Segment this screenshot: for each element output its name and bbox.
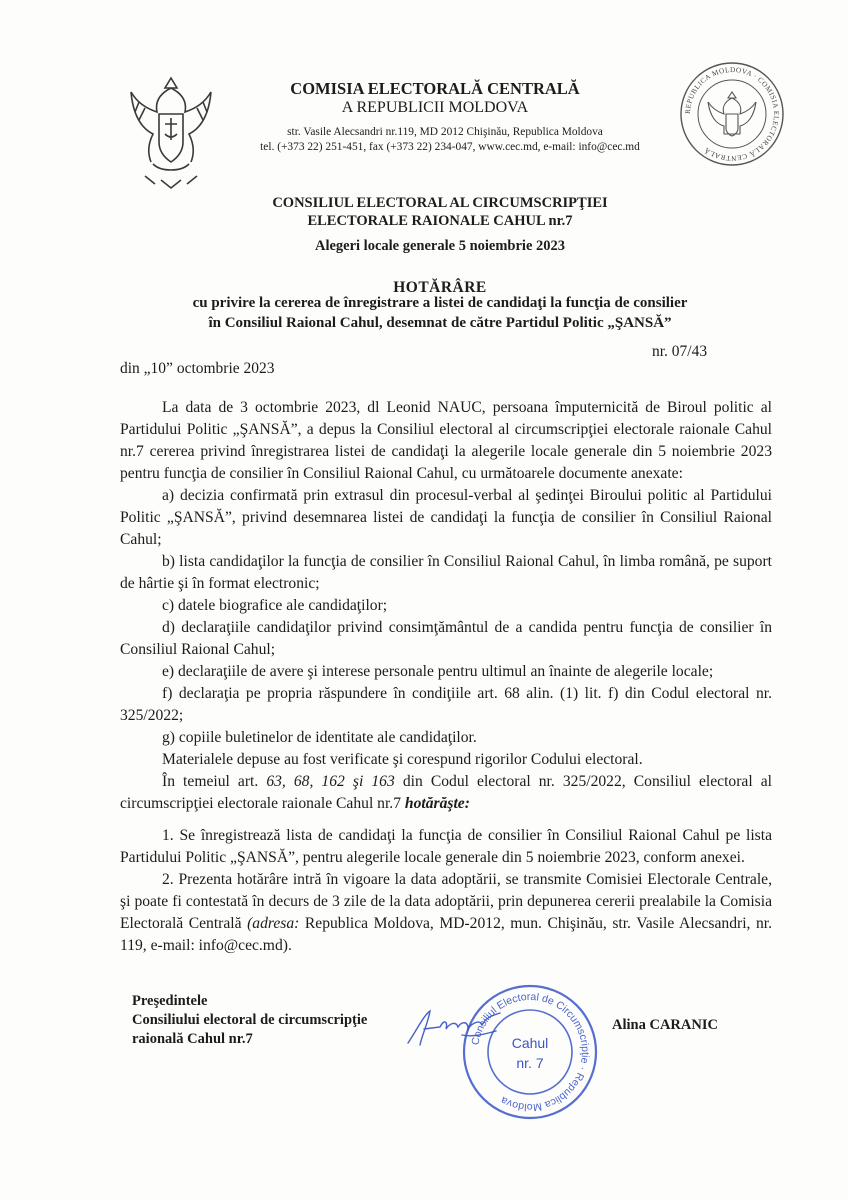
- org-contacts: tel. (+373 22) 251-451, fax (+373 22) 234-047, www.cec.md, e-mail: info@cec.md: [260, 141, 640, 153]
- verification-paragraph: Materialele depuse au fost verificate şi corespund rigorilor Codului electoral.: [162, 751, 643, 768]
- annex-item-g: g) copiile buletinelor de identitate ale candidaţilor.: [162, 729, 477, 746]
- official-stamp-icon: [460, 982, 600, 1122]
- svg-text:Consiliul Electoral de Circums: Consiliul Electoral de Circumscripţie · Republica Moldova: [469, 990, 592, 1114]
- decision-subject-line1: cu privire la cererea de înregistrare a listei de candidaţi la funcţia de consilier: [192, 295, 688, 311]
- annex-item-c: c) datele biografice ale candidaţilor;: [162, 597, 388, 614]
- cec-seal-icon: [678, 60, 786, 168]
- annex-item-a: a) decizia confirmată prin extrasul din procesul-verbal al şedinţei Biroului politic al Partidului Politic „ŞANSĂ”, privind desemnarea listei de candidaţi la funcţia de consilier în Consiliul Raional Cahul;: [120, 487, 772, 548]
- signatory-role-line1: Preşedintele: [132, 993, 208, 1009]
- council-name-line1: CONSILIUL ELECTORAL AL CIRCUMSCRIPŢIEI: [272, 195, 608, 211]
- decision-date: din „10” octombrie 2023: [120, 360, 275, 377]
- stamp-center-line2: nr. 7: [516, 1055, 544, 1071]
- point-2-address: Republica Moldova, MD-2012, mun. Chişinău, str. Vasile Alecsandri, nr. 119, e-mail: info@cec.md: [120, 915, 772, 954]
- decides-keyword: hotărăşte:: [404, 795, 470, 812]
- legal-basis-articles: 63, 68, 162 şi 163: [266, 773, 395, 790]
- org-name: COMISIA ELECTORALĂ CENTRALĂ: [290, 79, 580, 98]
- point-2-address-label: (adresa:: [247, 915, 300, 932]
- council-name-line2: ELECTORALE RAIONALE CAHUL nr.7: [307, 213, 573, 229]
- stamp-center-line1: Cahul: [511, 1035, 549, 1051]
- point-2-text: 2. Prezenta hotărâre intră în vigoare la data adoptării, se transmite Comisiei Electorale Centrale, şi poate fi contestată în decurs de 3 zile de la data adoptării, prin depunerea cererii prealabile la Comisia Electorală Centrală: [120, 871, 772, 932]
- decision-number: nr. 07/43: [652, 343, 708, 360]
- annex-item-e: e) declaraţiile de avere şi interese personale pentru ultimul an înainte de alegerile locale;: [162, 663, 714, 680]
- decision-point-2: [120, 869, 772, 957]
- point-2-close: ).: [282, 937, 292, 954]
- legal-basis-text-2: din Codul electoral nr. 325/2022, Consiliul electoral al circumscripţiei electorale raionale Cahul nr.7: [120, 773, 772, 812]
- decision-subject-line2: în Consiliul Raional Cahul, desemnat de către Partidul Politic „ŞANSĂ”: [208, 315, 672, 331]
- signer-name: Alina CARANIC: [612, 1017, 718, 1033]
- coat-of-arms-icon: [125, 72, 217, 192]
- annex-item-f: f) declaraţia pe propria răspundere în condiţiile art. 68 alin. (1) lit. f) din Codul electoral nr. 325/2022;: [120, 685, 772, 724]
- annex-item-b: b) lista candidaţilor la funcţia de consilier în Consiliul Raional Cahul, în limba română, pe suport de hârtie şi în format electronic;: [120, 553, 772, 592]
- org-country: A REPUBLICII MOLDOVA: [341, 99, 529, 116]
- decision-title: HOTĂRÂRE: [393, 279, 487, 296]
- intro-paragraph: La data de 3 octombrie 2023, dl Leonid NAUC, persoana împuternicită de Biroul politic al Partidului Politic „ŞANSĂ”, a depus la Consiliul electoral al circumscripţiei electorale raionale Cahul nr.7 cererea privind înregistrarea listei de candidaţi la alegerile locale generale din 5 noiembrie 2023 pentru funcţia de consilier în Consiliul Raional Cahul, cu următoarele documente anexate:: [120, 399, 772, 482]
- decision-body: [120, 397, 772, 957]
- org-address: str. Vasile Alecsandri nr.119, MD 2012 Chişinău, Republica Moldova: [287, 126, 603, 138]
- svg-text:REPUBLICA MOLDOVA · COMISIA EL: REPUBLICA MOLDOVA · COMISIA ELECTORALĂ CENTRALĂ: [683, 65, 781, 163]
- signatory-role-line3: raională Cahul nr.7: [132, 1031, 253, 1047]
- legal-basis-paragraph: [120, 771, 772, 815]
- election-title: Alegeri locale generale 5 noiembrie 2023: [314, 238, 566, 254]
- legal-basis-text: În temeiul art.: [162, 773, 267, 790]
- decision-point-1: 1. Se înregistrează lista de candidaţi la funcţia de consilier în Consiliul Raional Cahul pe lista Partidului Politic „ŞANSĂ”, pentru alegerile locale generale din 5 noiembrie 2023, conform anexei.: [120, 827, 772, 866]
- signatory-role-line2: Consiliului electoral de circumscripţie: [132, 1012, 368, 1028]
- annex-item-d: d) declaraţiile candidaţilor privind consimţământul de a candida pentru funcţia de consilier în Consiliul Raional Cahul;: [120, 619, 772, 658]
